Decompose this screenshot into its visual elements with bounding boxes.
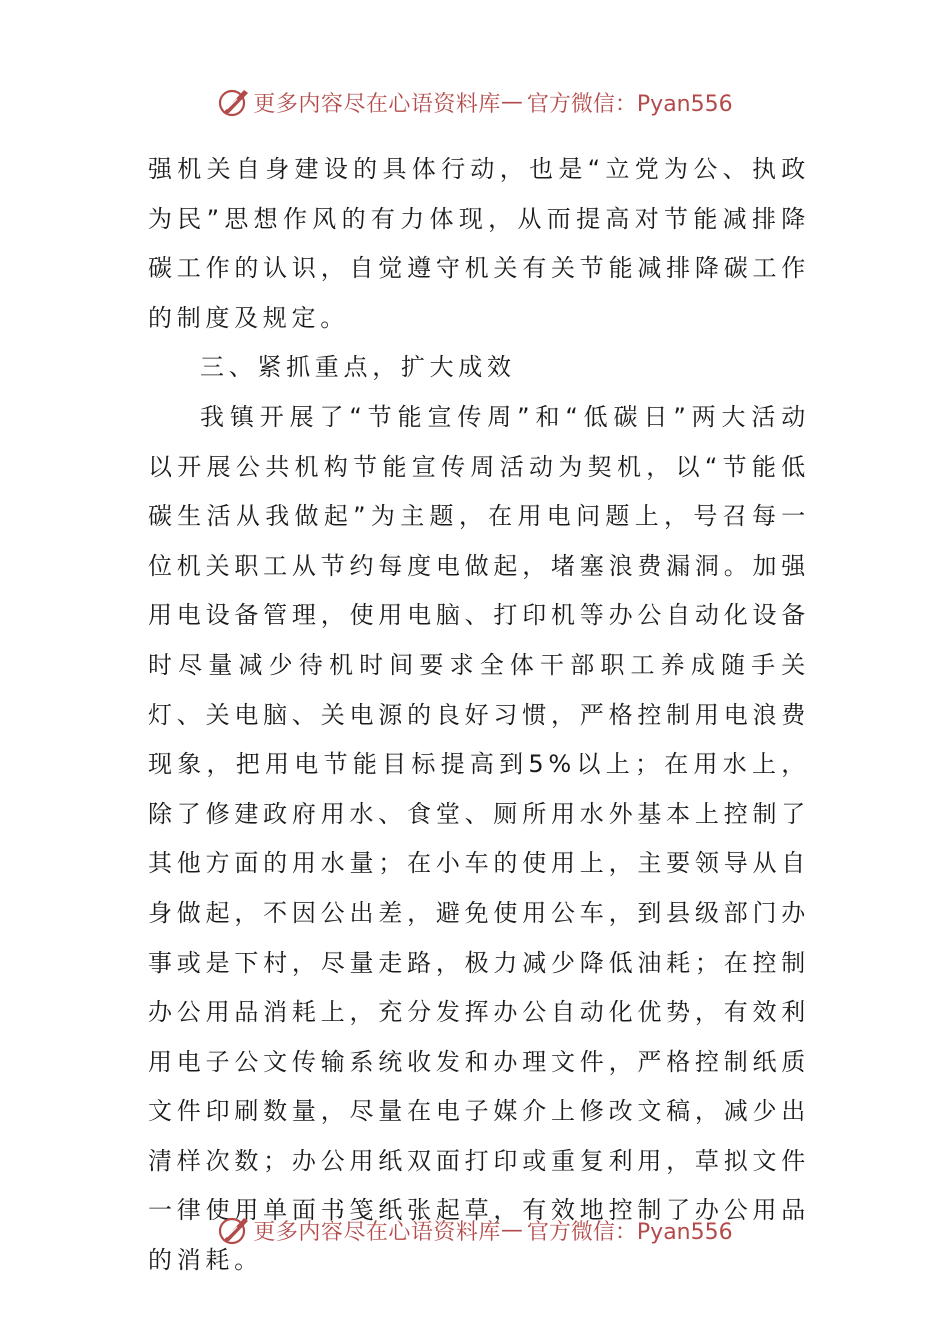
paragraph-activities: 我镇开展了“节能宣传周”和“低碳日”两大活动以开展公共机构节能宣传周活动为契机，以“节能低碳生活从我做起”为主题，在用电问题上，号召每一位机关职工从节约每度电做起，堵塞浪费漏洞。加强用电设备管理，使用电脑、打印机等办公自动化设备时尽量减少待机时间要求全体干部职工养成随手关灯、关电脑、关电源的良好习惯，严格控制用电浪费现象，把用电节能目标提高到5%以上；在用水上，除了修建政府用水、食堂、厕所用水外基本上控制了其他方面的用水量；在小车的使用上，主要领导从自身做起，不因公出差，避免使用公车，到县级部门办事或是下村，尽量走路，极力减少降低油耗；在控制办公用品消耗上，充分发挥办公自动化优势，有效利用电子公文传输系统收发和办理文件，严格控制纸质文件印刷数量，尽量在电子媒介上修改文稿，减少出清样次数；办公用纸双面打印或重复利用，草拟文件一律使用单面书笺纸张起草，有效地控制了办公用品的消耗。 (148, 402, 810, 1275)
header-banner-separator: — (500, 89, 523, 115)
quill-logo-icon (217, 85, 251, 119)
footer-watermark-banner (0, 1210, 950, 1250)
section-heading: 三、紧抓重点，扩大成效 (200, 353, 516, 382)
paragraph-continued: 强机关自身建设的具体行动，也是“立党为公、执政为民”思想作风的有力体现，从而提高对节能减排降碳工作的认识，自觉遵守机关有关节能减排降碳工作的制度及规定。 (148, 155, 810, 332)
header-banner-text: 更多内容尽在心语资料库 (253, 91, 501, 117)
header-banner-wechat: 官方微信：Pyan556 (526, 91, 733, 117)
header-watermark-banner (0, 82, 950, 122)
document-body (148, 145, 810, 1286)
quill-logo-icon (217, 1213, 251, 1247)
footer-banner-text: 更多内容尽在心语资料库 (253, 1219, 501, 1245)
footer-banner-wechat: 官方微信：Pyan556 (526, 1219, 733, 1245)
footer-banner-separator: — (500, 1217, 523, 1243)
